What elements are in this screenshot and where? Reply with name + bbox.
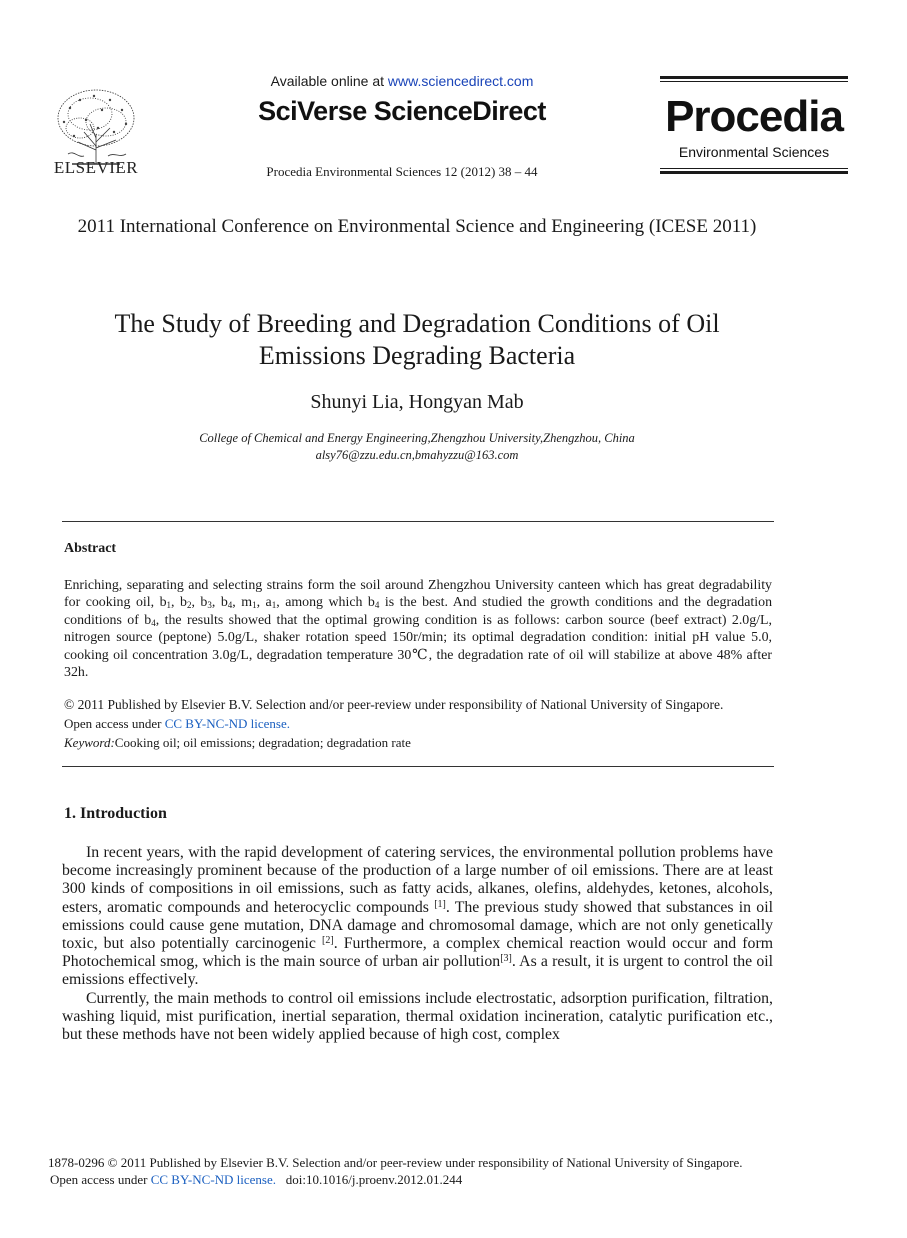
open-access-prefix: Open access under: [64, 716, 165, 731]
procedia-wordmark: Procedia: [665, 92, 843, 141]
intro-seg: . The previous study showed that substances in oil emissions could cause gene mutation, DNA damage and chromosomal damage, which are not only genetically toxic, but also potentially carcinogenic: [62, 898, 773, 953]
footer-open-access: [50, 1172, 462, 1188]
procedia-top-rule-thin: [660, 81, 848, 82]
license-link[interactable]: CC BY-NC-ND license.: [164, 716, 291, 731]
abstract-seg: , b: [171, 595, 187, 611]
abstract-seg: , the results showed that the optimal growing condition is as follows: carbon source (beef extract) 2.0g/L, nitrogen source (peptone) 5.0g/L, shaker rotation speed 150r/min; its optimal degradation condition: initial pH value 5.0, cooking oil concentration 3.0g/L, degradation temperature 30℃, the degradation rate of oil will stabilize at above 48% after 32h.: [64, 612, 772, 681]
footer-license-link[interactable]: CC BY-NC-ND license.: [150, 1172, 277, 1187]
subscript: 4: [374, 600, 380, 611]
abstract-seg: is the best. And studied the growth conditions and the degradation conditions of b: [64, 595, 773, 628]
abstract-seg: , b: [211, 595, 228, 611]
abstract-seg: , b: [191, 595, 208, 611]
subscript: 1: [271, 600, 277, 611]
author-emails: alsy76@zzu.edu.cn,bmahyzzu@163.com: [315, 448, 519, 462]
conference-name: 2011 International Conference on Environmental Science and Engineering (ICESE 2011): [77, 216, 757, 237]
abstract-copyright: © 2011 Published by Elsevier B.V. Selection and/or peer-review under responsibility of National University of Singapore.: [64, 697, 724, 712]
affiliation: College of Chemical and Energy Engineering,Zhengzhou University,Zhengzhou, China: [199, 431, 635, 445]
available-prefix: Available online at: [270, 73, 388, 89]
journal-citation: Procedia Environmental Sciences 12 (2012) 38 – 44: [266, 164, 538, 179]
available-online: [160, 73, 644, 89]
section-heading-introduction: 1. Introduction: [64, 805, 167, 822]
procedia-top-rule: [660, 76, 848, 79]
abstract-text: [64, 577, 772, 681]
footer-open-access-prefix: Open access under: [50, 1172, 151, 1187]
introduction-body: [62, 844, 773, 1044]
abstract-bottom-rule: [62, 766, 774, 767]
paper-authors: Shunyi Lia, Hongyan Mab: [310, 391, 524, 413]
intro-seg: . Furthermore, a complex chemical reaction would occur and form Photochemical smog, which is the main source of urban air pollution: [62, 935, 773, 971]
footer-doi: doi:10.1016/j.proenv.2012.01.244: [285, 1172, 463, 1187]
subscript: 3: [207, 600, 212, 611]
subscript: 1: [166, 600, 172, 611]
intro-paragraph-2: Currently, the main methods to control oil emissions include electrostatic, adsorption purification, filtration, washing liquid, mist purification, inertial separation, thermal oxidation incineration, catalytic purification etc., but these methods have not been widely applied because of high cost, complex: [62, 989, 773, 1044]
procedia-subtitle: Environmental Sciences: [678, 144, 830, 160]
abstract-seg: , among which b: [276, 595, 375, 611]
intro-seg: In recent years, with the rapid development of catering services, the environmental pollution problems have become increasingly prominent because of the production of a large number of oil emissions. There are at least 300 kinds of compositions in oil emissions, such as fatty acids, alkanes, olefins, aldehydes, ketones, alcohols, esters, aromatic compounds and heterocyclic compounds: [62, 844, 773, 916]
abstract-seg: Enriching, separating and selecting strains form the soil around Zhengzhou University canteen which has great degradability for cooking oil, b: [64, 578, 772, 611]
affiliation-block: [70, 430, 764, 464]
subscript: 4: [227, 600, 233, 611]
intro-seg: . As a result, it is urgent to control the oil emissions effectively.: [62, 953, 773, 989]
procedia-bottom-rule: [660, 171, 848, 174]
procedia-logo: [660, 76, 848, 174]
subscript: 4: [151, 617, 156, 628]
citation-ref[interactable]: [1]: [434, 898, 446, 910]
citation-ref[interactable]: [3]: [500, 953, 512, 965]
abstract-open-access: [64, 716, 784, 732]
abstract-seg: , m: [232, 595, 253, 611]
elsevier-wordmark: ELSEVIER: [53, 158, 139, 177]
subscript: 2: [186, 600, 192, 611]
intro-paragraph-1: [62, 844, 773, 990]
abstract-heading: Abstract: [64, 541, 117, 556]
footer-copyright: 1878-0296 © 2011 Published by Elsevier B.V. Selection and/or peer-review under responsibility of National University of Singapore.: [48, 1155, 743, 1170]
procedia-bottom-rule-thin: [660, 168, 848, 169]
keyword-list: Cooking oil; oil emissions; degradation; degradation rate: [114, 735, 411, 750]
abstract-top-rule: [62, 521, 774, 522]
keywords: [64, 735, 784, 751]
sciverse-sciencedirect-logo: SciVerse ScienceDirect: [258, 96, 546, 126]
paper-title: The Study of Breeding and Degradation Conditions of Oil Emissions Degrading Bacteria: [114, 309, 720, 370]
keyword-label: Keyword:: [64, 735, 115, 750]
citation-ref[interactable]: [2]: [322, 935, 334, 947]
sciencedirect-link[interactable]: www.sciencedirect.com: [387, 73, 534, 89]
subscript: 1: [252, 600, 257, 611]
abstract-seg: , a: [256, 595, 272, 611]
